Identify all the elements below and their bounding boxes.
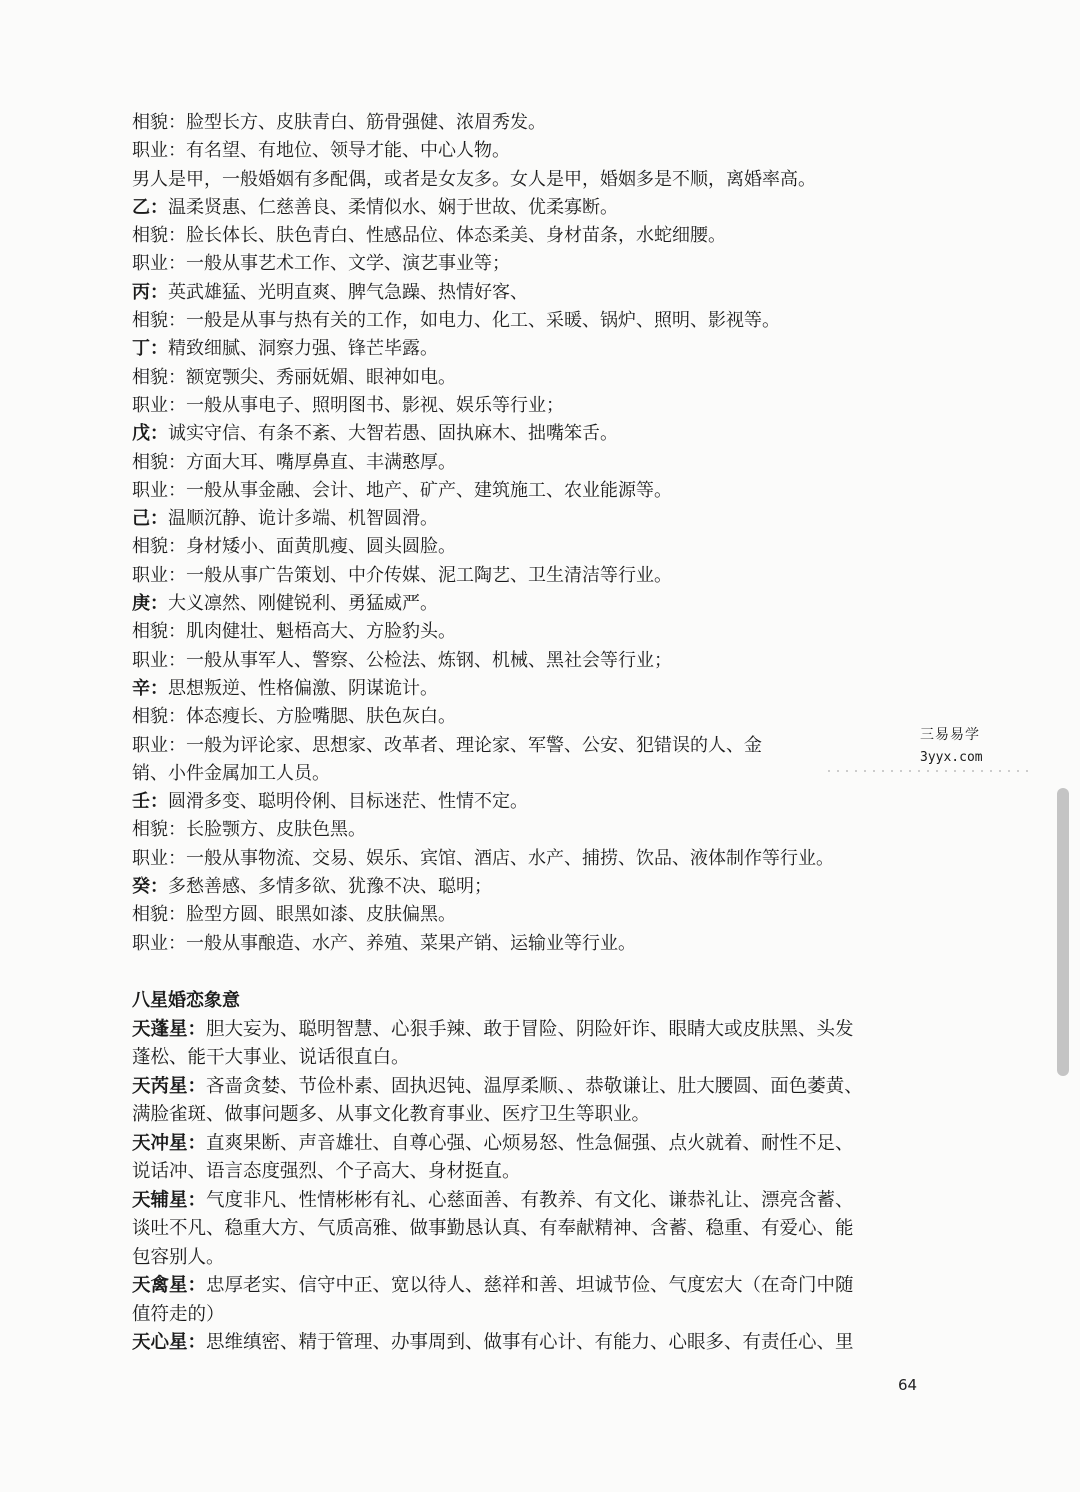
line-text: 相貌：脸长体长、肤色青白、性感品位、体态柔美、身材苗条，水蛇细腰。: [132, 225, 726, 247]
line-text: 职业：一般从事军人、警察、公检法、炼钢、机械、黑社会等行业；: [132, 649, 672, 671]
text-line: [132, 760, 922, 788]
line-text: 大义凛然、刚健锐利、勇猛威严。: [168, 593, 438, 615]
text-line: [132, 449, 922, 477]
stem-label: 戊：: [132, 423, 168, 445]
text-line: [132, 675, 922, 703]
line-text: 职业：一般从事广告策划、中介传媒、泥工陶艺、卫生清洁等行业。: [132, 564, 672, 586]
line-text: 温柔贤惠、仁慈善良、柔情似水、娴于世故、优柔寡断。: [168, 196, 618, 218]
text-line: [132, 703, 922, 731]
star-line: [132, 1044, 922, 1073]
text-line: [132, 618, 922, 646]
star-name: 天辅星：: [132, 1189, 207, 1211]
star-line: [132, 1301, 922, 1330]
line-text: 职业：有名望、有地位、领导才能、中心人物。: [132, 140, 510, 162]
line-text: 温顺沉静、诡计多端、机智圆滑。: [168, 508, 438, 530]
text-line: [132, 194, 922, 222]
text-line: [132, 533, 922, 561]
section-title: 八星婚恋象意: [132, 989, 240, 1011]
star-line: [132, 1101, 922, 1130]
line-text: 相貌：额宽颚尖、秀丽妩媚、眼神如电。: [132, 366, 456, 388]
line-text: 相貌：脸型长方、皮肤青白、筋骨强健、浓眉秀发。: [132, 112, 546, 133]
text-line: [132, 647, 922, 675]
stem-label: 庚：: [132, 593, 168, 615]
line-text: 英武雄猛、光明直爽、脾气急躁、热情好客、: [168, 281, 528, 303]
line-text: 相貌：长脸颚方、皮肤色黑。: [132, 819, 366, 841]
star-name: 天蓬星：: [132, 1018, 207, 1040]
stem-label: 壬：: [132, 791, 168, 813]
star-line: [132, 1329, 922, 1358]
text-line: [132, 279, 922, 307]
watermark-divider: [828, 770, 1028, 772]
star-name: 天禽星：: [132, 1275, 207, 1297]
text-line: [132, 845, 922, 873]
line-text: 男人是甲，一般婚姻有多配偶，或者是女友多。女人是甲，婚姻多是不顺，离婚率高。: [132, 168, 816, 190]
star-line: [132, 1073, 922, 1102]
star-text: 气度非凡、性情彬彬有礼、心慈面善、有教养、有文化、谦恭礼让、漂亮含蓄、: [206, 1189, 854, 1211]
text-line: [132, 335, 922, 363]
stem-label: 己：: [132, 508, 168, 530]
text-line: [132, 562, 922, 590]
star-name: 天芮星：: [132, 1075, 207, 1097]
star-text: 包容别人。: [132, 1246, 225, 1268]
star-line: [132, 1244, 922, 1273]
watermark: [828, 722, 1028, 778]
star-name: 天冲星：: [132, 1132, 207, 1154]
star-text: 谈吐不凡、稳重大方、气质高雅、做事勤恳认真、有奉献精神、含蓄、稳重、有爱心、能: [132, 1218, 854, 1240]
line-text: 精致细腻、洞察力强、锋芒毕露。: [168, 338, 438, 360]
star-text: 忠厚老实、信守中正、宽以待人、慈祥和善、坦诚节俭、气度宏大（在奇门中随: [206, 1275, 854, 1297]
stem-label: 丁：: [132, 338, 168, 360]
line-text: 相貌：一般是从事与热有关的工作，如电力、化工、采暖、锅炉、照明、影视等。: [132, 310, 780, 332]
text-line: [132, 590, 922, 618]
line-text: 职业：一般为评论家、思想家、改革者、理论家、军警、公安、犯错误的人、: [132, 734, 744, 756]
scrollbar-thumb[interactable]: [1057, 788, 1069, 1076]
line-text: 诚实守信、有条不紊、大智若愚、固执麻木、拙嘴笨舌。: [168, 423, 618, 445]
star-line: [132, 1130, 922, 1159]
watermark-cn: 三易易学: [920, 727, 980, 743]
star-text: 思维缜密、精于管理、办事周到、做事有心计、有能力、心眼多、有责任心、里: [206, 1332, 854, 1354]
line-text: 职业：一般从事艺术工作、文学、演艺事业等；: [132, 253, 510, 275]
text-line: [132, 392, 922, 420]
line-text: 思想叛逆、性格偏激、阴谋诡计。: [168, 677, 438, 699]
text-line: [132, 930, 922, 958]
star-text: 值符走的）: [132, 1303, 225, 1325]
text-line: [132, 901, 922, 929]
text-line: [132, 420, 922, 448]
text-line: [132, 109, 922, 137]
star-name: 天心星：: [132, 1332, 207, 1354]
body-text: [132, 109, 922, 1358]
stem-label: 癸：: [132, 876, 168, 898]
stem-label: 乙：: [132, 196, 168, 218]
stem-label: 辛：: [132, 677, 168, 699]
star-line: [132, 1272, 922, 1301]
star-text: 吝啬贪婪、节俭朴素、固执迟钝、温厚柔顺、、恭敬谦让、肚大腰圆、面色萎黄、: [206, 1075, 863, 1097]
stem-descriptions: [132, 109, 922, 958]
line-text: 职业：一般从事酿造、水产、养殖、菜果产销、运输业等行业。: [132, 932, 636, 954]
line-text: 多愁善感、多情多欲、犹豫不决、聪明；: [168, 876, 492, 898]
text-line: [132, 166, 922, 194]
star-text: 说话冲、语言态度强烈、个子高大、身材挺直。: [132, 1161, 521, 1183]
text-line: [132, 732, 922, 760]
line-text: 相貌：身材矮小、面黄肌瘦、圆头圆脸。: [132, 536, 456, 558]
text-line: [132, 873, 922, 901]
line-text: 职业：一般从事电子、照明图书、影视、娱乐等行业；: [132, 394, 564, 416]
star-text: 直爽果断、声音雄壮、自尊心强、心烦易怒、性急倔强、点火就着、耐性不足、: [206, 1132, 854, 1154]
star-text: 胆大妄为、聪明智慧、心狠手辣、敢于冒险、阴险奸诈、眼睛大或皮肤黑、头发: [206, 1018, 854, 1040]
star-text: 蓬松、能干大事业、说话很直白。: [132, 1047, 410, 1069]
stem-label: 丙：: [132, 281, 168, 303]
text-line: [132, 816, 922, 844]
line-text: 相貌：肌肉健壮、魁梧高大、方脸豹头。: [132, 621, 456, 643]
watermark-en: 3yyx.com: [920, 750, 983, 765]
text-line: [132, 137, 922, 165]
star-line: [132, 1187, 922, 1216]
star-text: 满脸雀斑、做事问题多、从事文化教育事业、医疗卫生等职业。: [132, 1104, 651, 1126]
line-text: 职业：一般从事物流、交易、娱乐、宾馆、酒店、水产、捕捞、饮品、液体制作等行业。: [132, 847, 834, 869]
page-number: 64: [898, 1376, 918, 1394]
text-line: [132, 788, 922, 816]
text-line: [132, 505, 922, 533]
text-line: [132, 250, 922, 278]
text-line: [132, 307, 922, 335]
cut-off-char: 金: [744, 734, 762, 756]
star-line: [132, 1215, 922, 1244]
line-text: 相貌：脸型方圆、眼黑如漆、皮肤偏黑。: [132, 904, 456, 926]
star-line: [132, 1016, 922, 1045]
text-line: [132, 364, 922, 392]
star-line: [132, 1158, 922, 1187]
line-text: 圆滑多变、聪明伶俐、目标迷茫、性情不定。: [168, 791, 528, 813]
line-text: 职业：一般从事金融、会计、地产、矿产、建筑施工、农业能源等。: [132, 479, 672, 501]
line-text: 相貌：方面大耳、嘴厚鼻直、丰满憨厚。: [132, 451, 456, 473]
line-text: 相貌：体态瘦长、方脸嘴腮、肤色灰白。: [132, 706, 456, 728]
line-text: 销、小件金属加工人员。: [132, 762, 330, 784]
text-line: [132, 222, 922, 250]
star-descriptions: [132, 1016, 922, 1358]
text-line: [132, 477, 922, 505]
